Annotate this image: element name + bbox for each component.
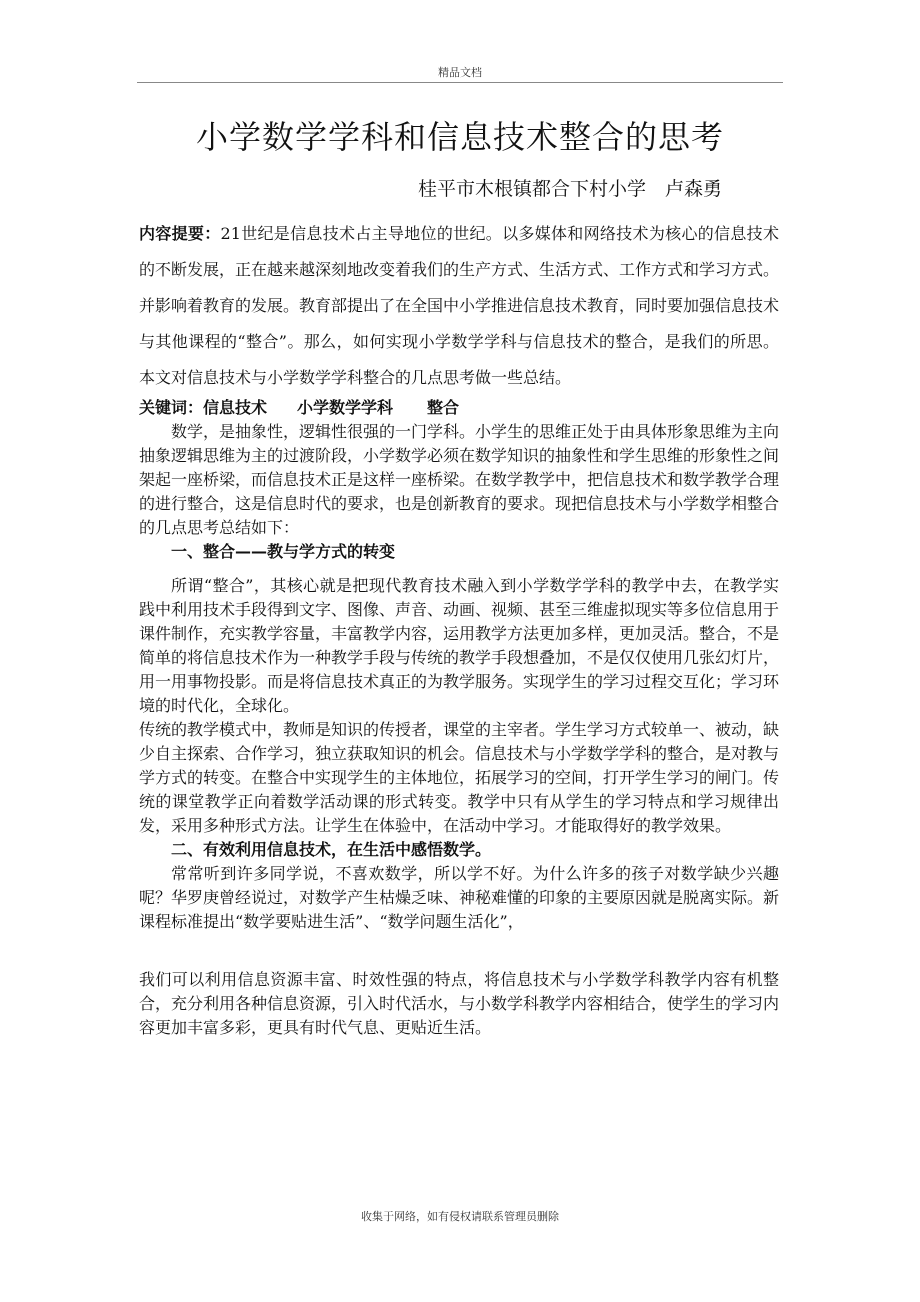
keywords-label: 关键词： <box>139 398 204 417</box>
section2-heading: 二、有效利用信息技术，在生活中感悟数学。 <box>171 840 492 859</box>
keyword-item: 小学数学学科 <box>297 398 394 417</box>
abstract-label: 内容提要： <box>139 224 221 243</box>
section1-paragraph-2: 传统的教学模式中，教师是知识的传授者，课堂的主宰者。学生学习方式较单一、被动，缺少自主探索、合作学习，独立获取知识的机会。信息技术与小学数学学科的整合，是对教与学方式的转变。在整合中实现学生的主体地位，拓展学习的空间，打开学生学习的闸门。传统的课堂教学正向着数学活动课的形式转变。教学中只有从学生的学习特点和学习规律出发，采用多种形式方法。让学生在体验中，在活动中学习。才能取得好的教学效果。 <box>139 720 780 835</box>
section2-paragraph-2: 我们可以利用信息资源丰富、时效性强的特点，将信息技术与小学数学科教学内容有机整合，充分利用各种信息资源，引入时代活水，与小数学科教学内容相结合，使学生的学习内容更加丰富多彩，更具有时代气息、更贴近生活。 <box>139 970 780 1037</box>
document-title: 小学数学学科和信息技术整合的思考 <box>195 118 724 156</box>
author-line: 桂平市木根镇都合下村小学 卢森勇 <box>417 178 722 200</box>
section1-heading: 一、整合——教与学方式的转变 <box>171 542 396 561</box>
header-divider <box>137 82 783 83</box>
section2-paragraph-1: 常常听到许多同学说，不喜欢数学，所以学不好。为什么许多的孩子对数学缺少兴趣呢？华罗庚曾经说过，对数学产生枯燥乏味、神秘难懂的印象的主要原因就是脱离实际。新课程标准提出“数学要贴进生活”、“数学问题生活化”， <box>139 864 780 931</box>
page-footer: 收集于网络，如有侵权请联系管理员删除 <box>361 1210 559 1223</box>
abstract-paragraph <box>139 216 779 396</box>
keywords-line <box>139 396 779 420</box>
abstract-text: 21世纪是信息技术占主导地位的世纪。以多媒体和网络技术为核心的信息技术的不断发展，正在越来越深刻地改变着我们的生产方式、生活方式、工作方式和学习方式。并影响着教育的发展。教育部提出了在全国中小学推进信息技术教育，同时要加强信息技术与其他课程的“整合”。那么，如何实现小学数学学科与信息技术的整合，是我们的所思。本文对信息技术与小学数学学科整合的几点思考做一些总结。 <box>139 224 780 387</box>
intro-paragraph: 数学，是抽象性，逻辑性很强的一门学科。小学生的思维正处于由具体形象思维为主向抽象逻辑思维为主的过渡阶段，小学数学必须在数学知识的抽象性和学生思维的形象性之间架起一座桥梁，而信息技术正是这样一座桥梁。在数学教学中，把信息技术和数学教学合理的进行整合，这是信息时代的要求，也是创新教育的要求。现把信息技术与小学数学相整合的几点思考总结如下： <box>139 422 780 537</box>
keyword-item: 信息技术 <box>203 398 268 417</box>
page-header: 精品文档 <box>438 66 482 79</box>
document-body <box>139 216 779 1040</box>
keyword-item: 整合 <box>427 398 460 417</box>
section1-paragraph-1: 所谓“整合”，其核心就是把现代教育技术融入到小学数学学科的教学中去，在教学实践中利用技术手段得到文字、图像、声音、动画、视频、甚至三维虚拟现实等多位信息用于课件制作，充实教学容量，丰富教学内容，运用教学方法更加多样，更加灵活。整合，不是简单的将信息技术作为一种教学手段与传统的教学手段想叠加，不是仅仅使用几张幻灯片，用一用事物投影。而是将信息技术真正的为教学服务。实现学生的学习过程交互化；学习环境的时代化，全球化。 <box>139 576 780 715</box>
